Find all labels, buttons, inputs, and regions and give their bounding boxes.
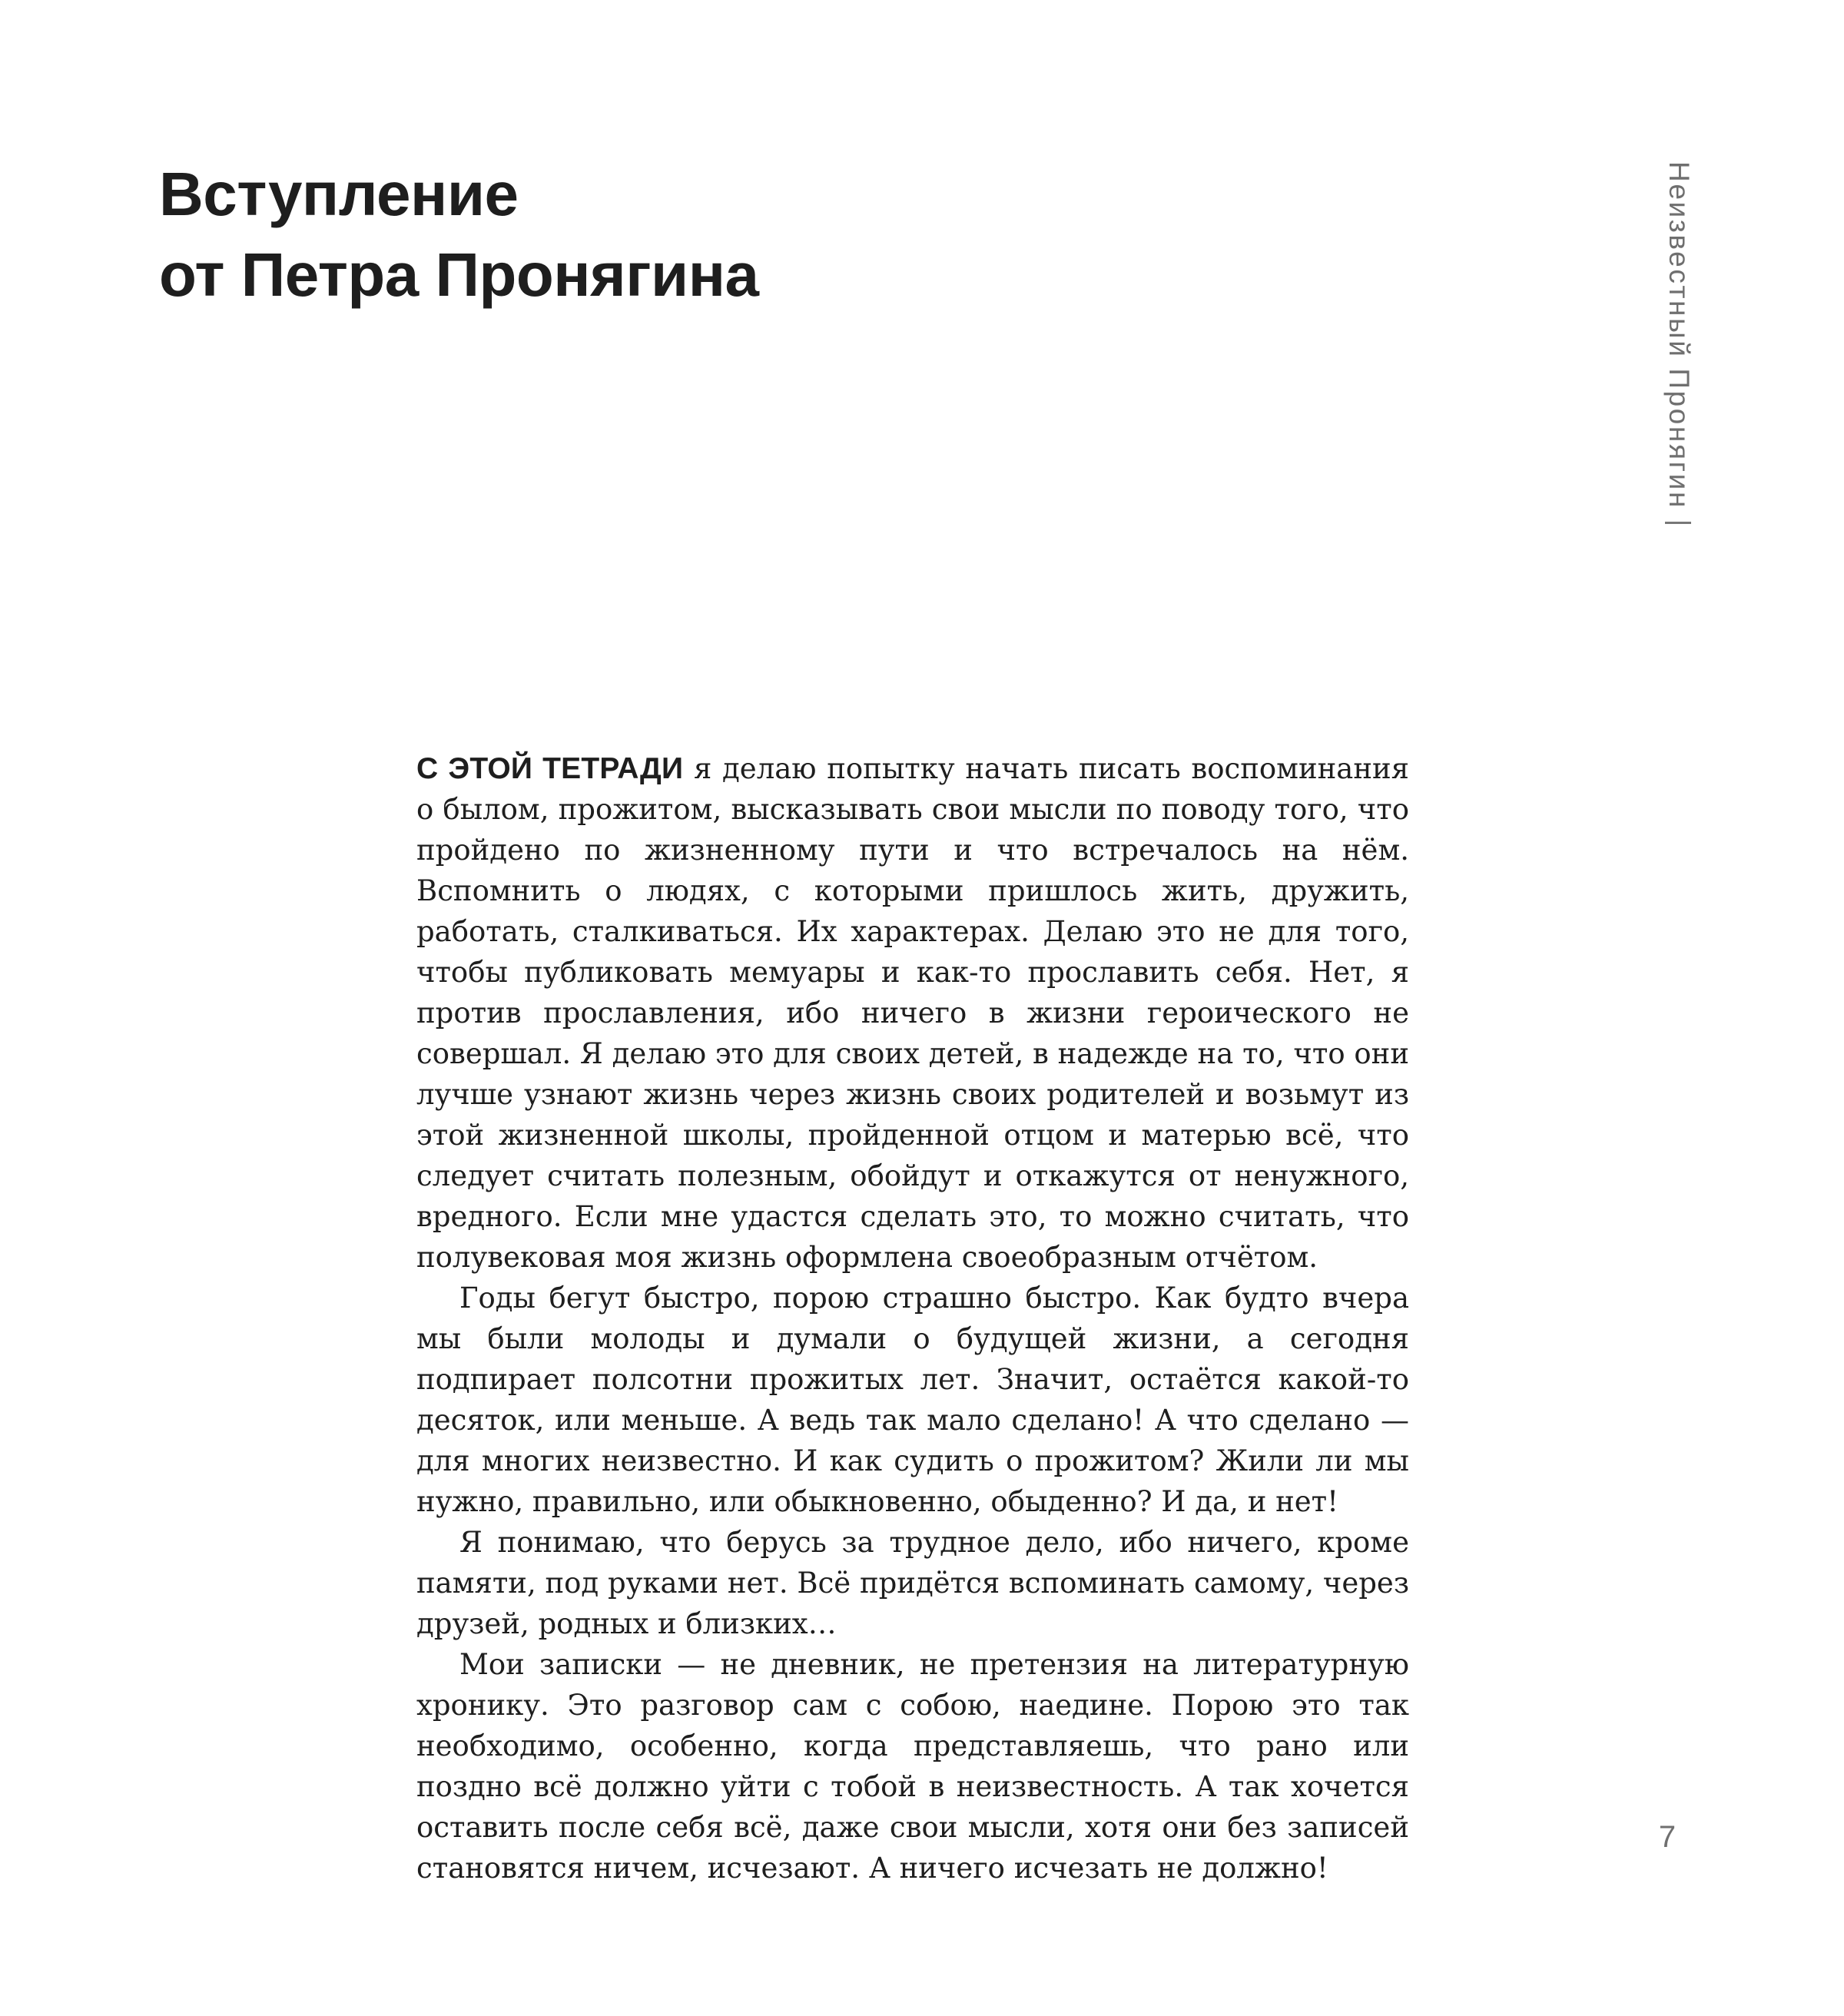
running-head-text: Неизвестный Пронягин [1663, 161, 1695, 509]
body-text [416, 748, 1409, 1888]
running-head [1602, 161, 1695, 509]
paragraph-4: Мои записки — не дневник, не претензия на литературную хронику. Это разговор сам с собою, наедине. Порою это так необходимо, особенно, когда представляешь, что рано или поздно всё должно уйти с тобой в неизвестность. А так хочется оставить после себя всё, даже свои мысли, хотя они без записей становятся ничем, исчезают. А ничего исчезать не должно! [416, 1648, 1409, 1885]
running-head-text-wrap [1662, 161, 1696, 524]
chapter-title-line-1: Вступление [159, 160, 519, 228]
chapter-title-line-2: от Петра Пронягина [159, 240, 759, 309]
lead-in: С ЭТОЙ ТЕТРАДИ [416, 752, 684, 785]
paragraph-2: Годы бегут быстро, порою страшно быстро. Как будто вчера мы были молоды и думали о будущей жизни, а сегодня подпирает полсотни прожитых лет. Значит, остаётся какой-то десяток, или меньше. А ведь так мало сделано! А что сделано — для многих неизвестно. И как судить о прожитом? Жили ли мы нужно, правильно, или обыкновенно, обыденно? И да, и нет! [416, 1282, 1409, 1518]
paragraph-1 [416, 748, 1409, 1278]
paragraph-3: Я понимаю, что берусь за трудное дело, ибо ничего, кроме памяти, под руками нет. Всё придётся вспоминать самому, через друзей, родных и близких… [416, 1526, 1409, 1640]
page-number: 7 [1658, 1820, 1677, 1854]
running-head-divider [1665, 522, 1691, 524]
paragraph-1-text: я делаю попытку начать писать воспоминания о былом, прожитом, высказывать свои мысли по поводу того, что пройдено по жизненному пути и что встречалось на нём. Вспомнить о людях, с которыми пришлось жить, дружить, работать, сталкиваться. Их характерах. Делаю это не для того, чтобы публиковать мемуары и как-то прославить себя. Нет, я против прославления, ибо ничего в жизни героического не совершал. Я делаю это для своих детей, в надежде на то, что они лучше узнают жизнь через жизнь своих родителей и возьмут из этой жизненной школы, пройденной отцом и матерью всё, что следует считать полезным, обойдут и откажутся от ненужного, вредного. Если мне удастся сделать это, то можно считать, что полувековая моя жизнь оформлена своеобразным отчётом. [416, 752, 1409, 1274]
chapter-title [159, 154, 759, 315]
